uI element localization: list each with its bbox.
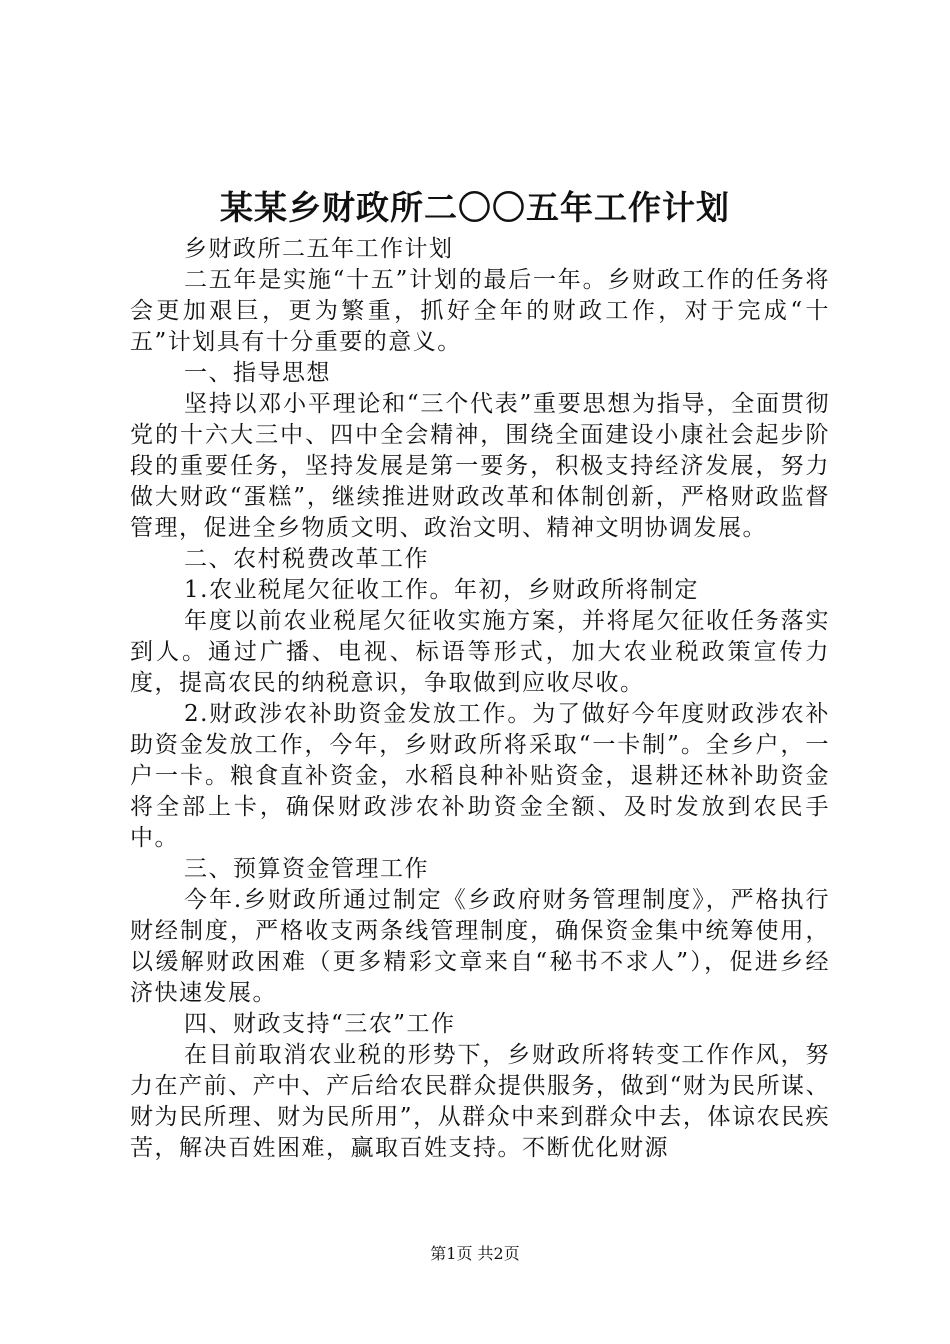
tax-arrears-item: 1.农业税尾欠征收工作。年初，乡财政所将制定 bbox=[184, 577, 699, 603]
document-body bbox=[130, 234, 830, 1164]
tax-arrears-paragraph: 年度以前农业税尾欠征收实施方案，并将尾欠征收任务落实到人。通过广播、电视、标语等形式，加大农业税政策宣传力度，提高农民的纳税意识，争取做到应收尽收。 bbox=[130, 608, 830, 696]
section-heading-guiding-thought: 一、指导思想 bbox=[184, 360, 331, 386]
section-heading-tax-reform: 二、农村税费改革工作 bbox=[184, 546, 429, 572]
document-title: 某某乡财政所二〇〇五年工作计划 bbox=[220, 188, 730, 227]
subtitle-paragraph: 乡财政所二五年工作计划 bbox=[184, 236, 454, 262]
page-number-footer: 第1页 共2页 bbox=[430, 1244, 520, 1263]
section-heading-sannong: 四、财政支持“三农”工作 bbox=[184, 1011, 456, 1037]
sannong-paragraph: 在目前取消农业税的形势下，乡财政所将转变工作作风，努力在产前、产中、产后给农民群众提供服务，做到“财为民所谋、财为民所理、财为民所用”，从群众中来到群众中去，体谅农民疾苦，解决百姓困难，赢取百姓支持。不断优化财源 bbox=[130, 1042, 830, 1161]
subsidy-item-paragraph: 2.财政涉农补助资金发放工作。为了做好今年度财政涉农补助资金发放工作，今年，乡财政所将采取“一卡制”。全乡户，一户一卡。粮食直补资金，水稻良种补贴资金，退耕还林补助资金将全部上卡，确保财政涉农补助资金全额、及时发放到农民手中。 bbox=[130, 701, 830, 851]
budget-paragraph: 今年.乡财政所通过制定《乡政府财务管理制度》，严格执行财经制度，严格收支两条线管理制度，确保资金集中统筹使用，以缓解财政困难（更多精彩文章来自“秘书不求人”），促进乡经济快速发展。 bbox=[130, 887, 830, 1006]
guiding-thought-paragraph: 坚持以邓小平理论和“三个代表”重要思想为指导，全面贯彻党的十六大三中、四中全会精神，围绕全面建设小康社会起步阶段的重要任务，坚持发展是第一要务，积极支持经济发展，努力做大财政“蛋糕”，继续推进财政改革和体制创新，严格财政监督管理，促进全乡物质文明、政治文明、精神文明协调发展。 bbox=[130, 391, 830, 541]
section-heading-budget: 三、预算资金管理工作 bbox=[184, 856, 429, 882]
intro-paragraph: 二五年是实施“十五”计划的最后一年。乡财政工作的任务将会更加艰巨，更为繁重，抓好全年的财政工作，对于完成“十五”计划具有十分重要的意义。 bbox=[130, 267, 830, 355]
